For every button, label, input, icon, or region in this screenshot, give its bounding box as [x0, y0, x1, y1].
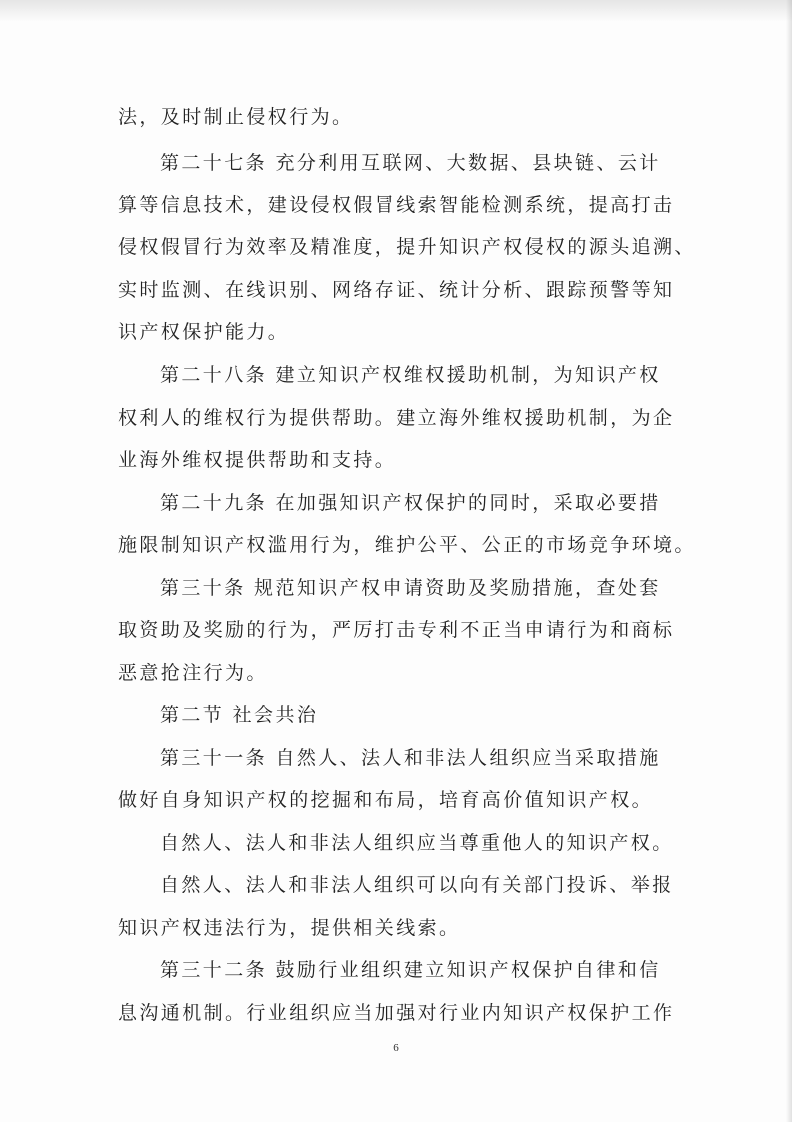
text-line: 知识产权违法行为，提供相关线索。: [118, 917, 461, 939]
scan-shadow-right: [786, 0, 792, 1122]
text-line: 法，及时制止侵权行为。: [118, 106, 354, 128]
text-line: 取资助及奖励的行为，严厉打击专利不正当申请行为和商标: [118, 619, 675, 641]
section-heading: 第二节 社会共治: [160, 704, 319, 726]
text-line: 施限制知识产权滥用行为，维护公平、公正的市场竞争环境。: [118, 534, 696, 556]
text-line: 算等信息技术，建设侵权假冒线索智能检测系统，提高打击: [118, 194, 675, 216]
article-27-line: 第二十七条 充分利用互联网、大数据、县块链、云计: [160, 152, 661, 174]
text-line: 恶意抢注行为。: [118, 662, 268, 684]
article-29-line: 第二十九条 在加强知识产权保护的同时，采取必要措: [160, 492, 661, 514]
text-line: 业海外维权提供帮助和支持。: [118, 449, 397, 471]
text-line: 息沟通机制。行业组织应当加强对行业内知识产权保护工作: [118, 1002, 675, 1024]
article-28-line: 第二十八条 建立知识产权维权援助机制，为知识产权: [160, 364, 661, 386]
text-line: 自然人、法人和非法人组织可以向有关部门投诉、举报: [160, 874, 674, 896]
text-line: 做好自身知识产权的挖掘和布局，培育高价值知识产权。: [118, 789, 654, 811]
text-line: 权利人的维权行为提供帮助。建立海外维权援助机制，为企: [118, 407, 675, 429]
article-32-line: 第三十二条 鼓励行业组织建立知识产权保护自律和信: [160, 959, 661, 981]
page-number: 6: [393, 1042, 399, 1054]
text-line: 实时监测、在线识别、网络存证、统计分析、跟踪预警等知: [118, 279, 675, 301]
article-31-line: 第三十一条 自然人、法人和非法人组织应当采取措施: [160, 747, 661, 769]
article-30-line: 第三十条 规范知识产权申请资助及奖励措施，查处套: [160, 577, 661, 599]
text-line: 自然人、法人和非法人组织应当尊重他人的知识产权。: [160, 832, 674, 854]
scan-shadow-top: [0, 0, 792, 22]
text-line: 侵权假冒行为效率及精准度，提升知识产权侵权的源头追溯、: [118, 236, 696, 258]
text-line: 识产权保护能力。: [118, 321, 290, 343]
